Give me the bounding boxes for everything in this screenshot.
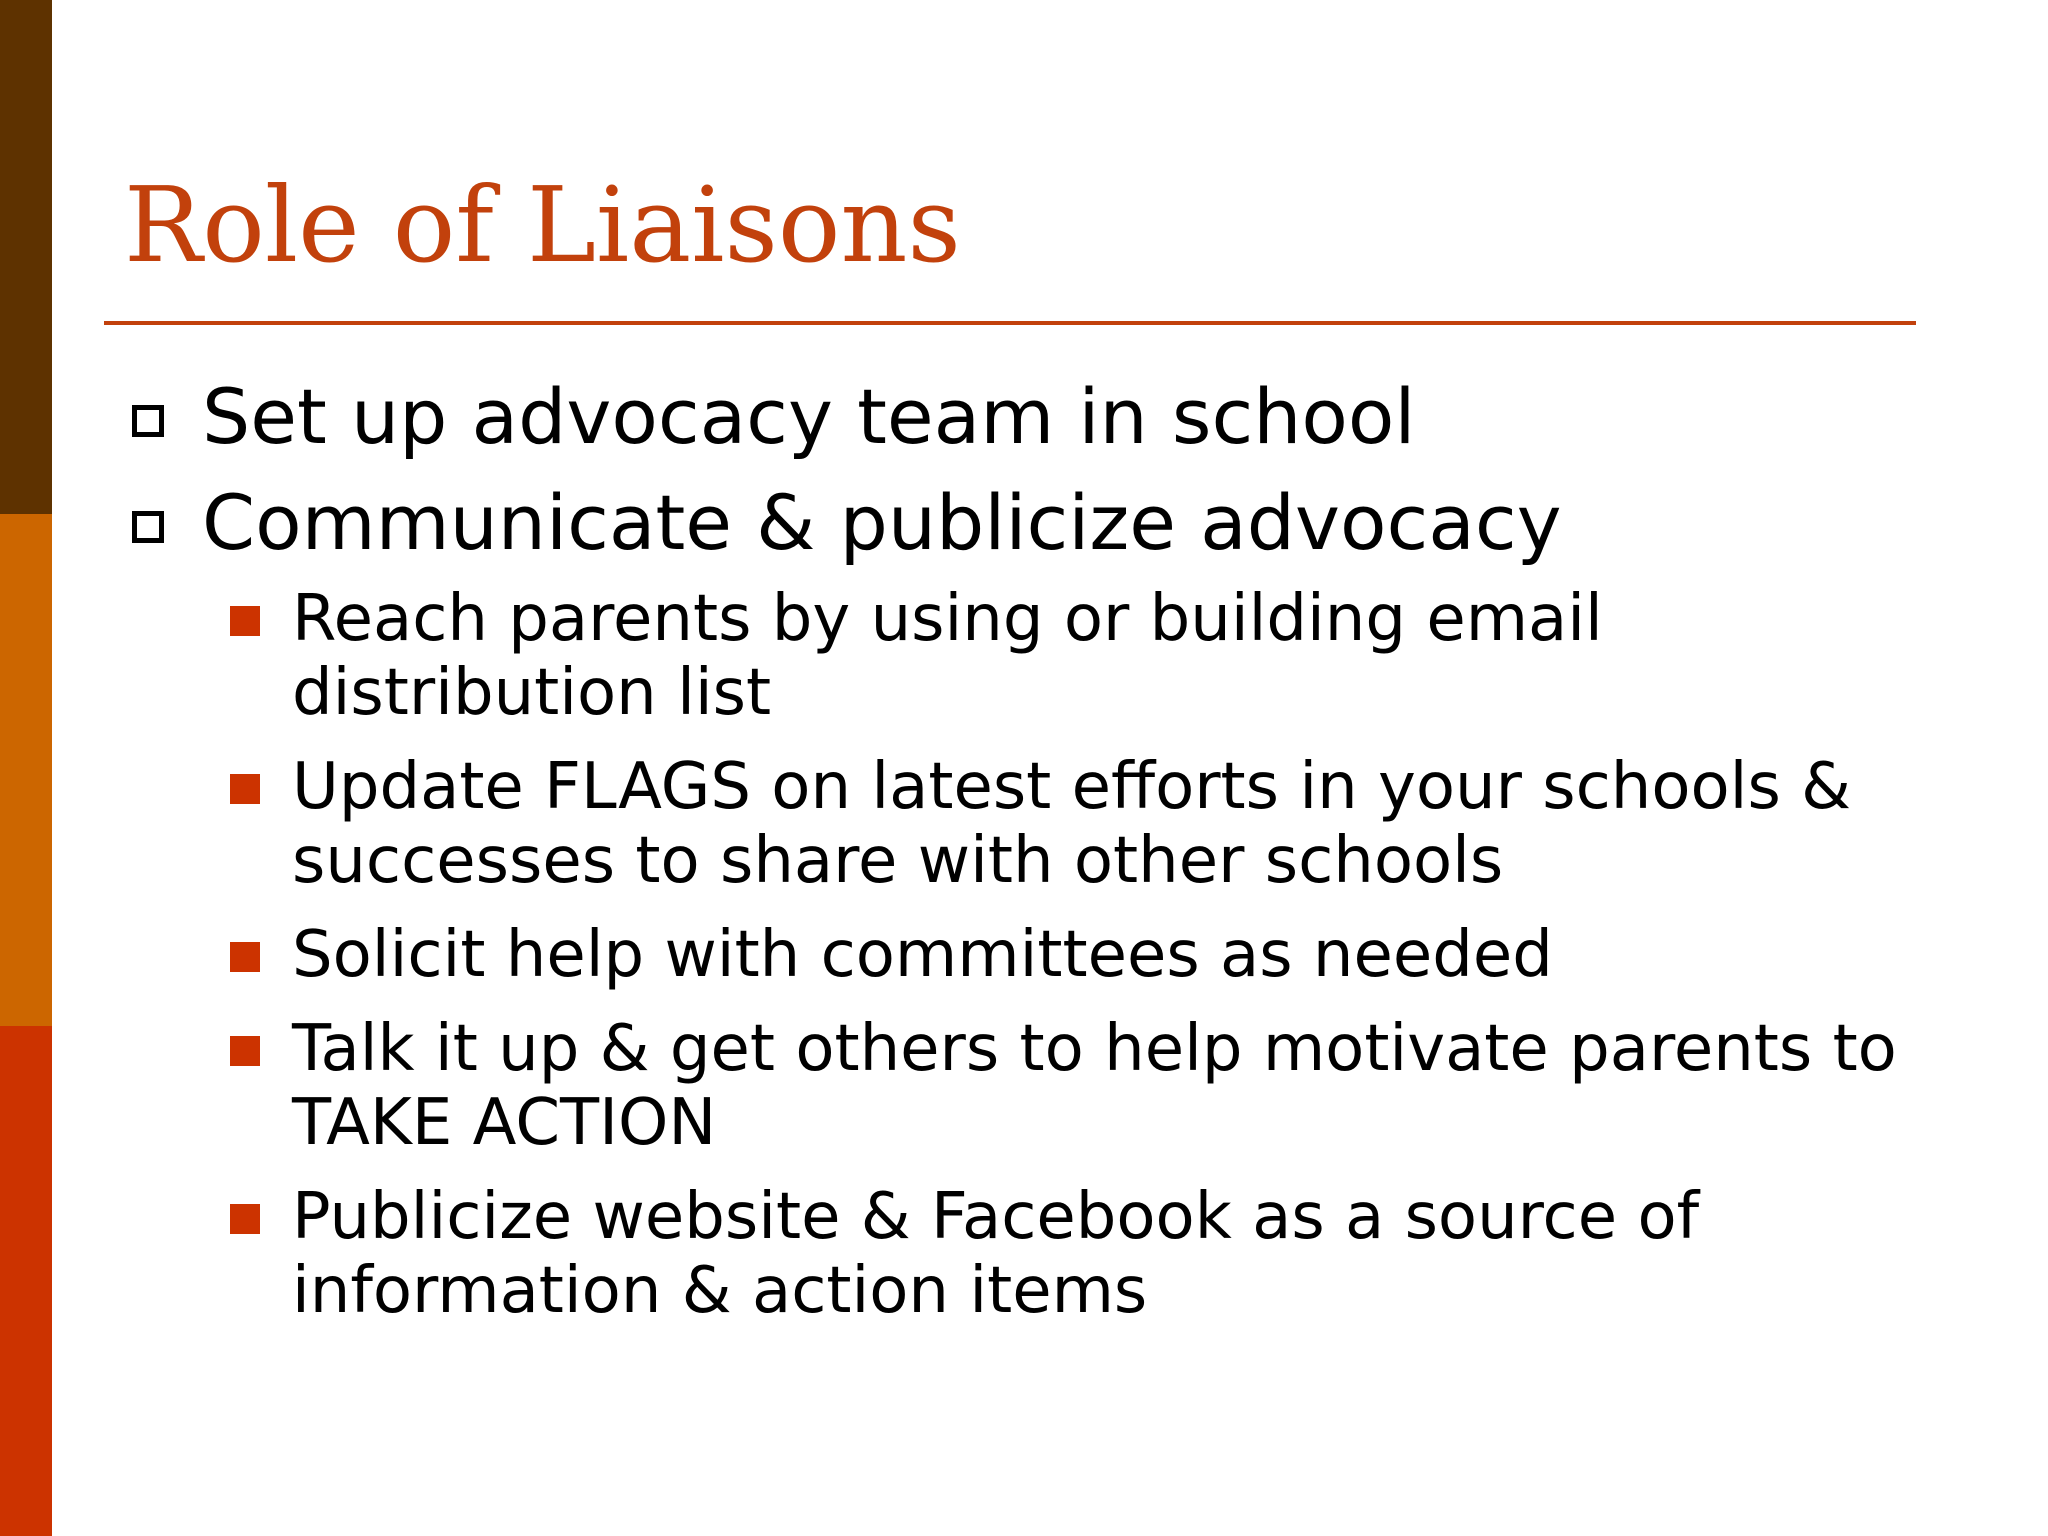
filled-square-bullet-icon bbox=[230, 606, 260, 636]
slide-title: Role of Liaisons bbox=[124, 164, 961, 286]
sub-bullet-item bbox=[230, 1180, 1948, 1328]
sub-bullet-text: Talk it up & get others to help motivate parents to TAKE ACTION bbox=[292, 1012, 1897, 1160]
accent-stripe-top bbox=[0, 0, 52, 514]
hollow-square-bullet-icon bbox=[132, 405, 164, 437]
sub-bullet-item bbox=[230, 582, 1948, 730]
slide-body bbox=[128, 370, 1948, 1348]
bullet-text: Communicate & publicize advocacy bbox=[202, 478, 1562, 567]
bullet-text: Set up advocacy team in school bbox=[202, 372, 1416, 461]
sub-bullet-text: Reach parents by using or building email distribution list bbox=[292, 582, 1603, 730]
filled-square-bullet-icon bbox=[230, 1204, 260, 1234]
bullet-item bbox=[128, 370, 1948, 464]
sub-bullet-text: Publicize website & Facebook as a source of information & action items bbox=[292, 1180, 1700, 1328]
hollow-square-bullet-icon bbox=[132, 511, 164, 543]
bullet-item bbox=[128, 476, 1948, 570]
filled-square-bullet-icon bbox=[230, 942, 260, 972]
sub-bullet-text: Update FLAGS on latest efforts in your schools & successes to share with other schools bbox=[292, 750, 1852, 898]
title-divider bbox=[104, 321, 1916, 325]
accent-stripe-middle bbox=[0, 514, 52, 1026]
sub-bullet-text: Solicit help with committees as needed bbox=[292, 918, 1553, 992]
filled-square-bullet-icon bbox=[230, 774, 260, 804]
accent-stripe-bottom bbox=[0, 1026, 52, 1536]
sub-bullet-item bbox=[230, 750, 1948, 898]
sub-bullet-item bbox=[230, 918, 1948, 992]
filled-square-bullet-icon bbox=[230, 1036, 260, 1066]
sub-bullet-item bbox=[230, 1012, 1948, 1160]
